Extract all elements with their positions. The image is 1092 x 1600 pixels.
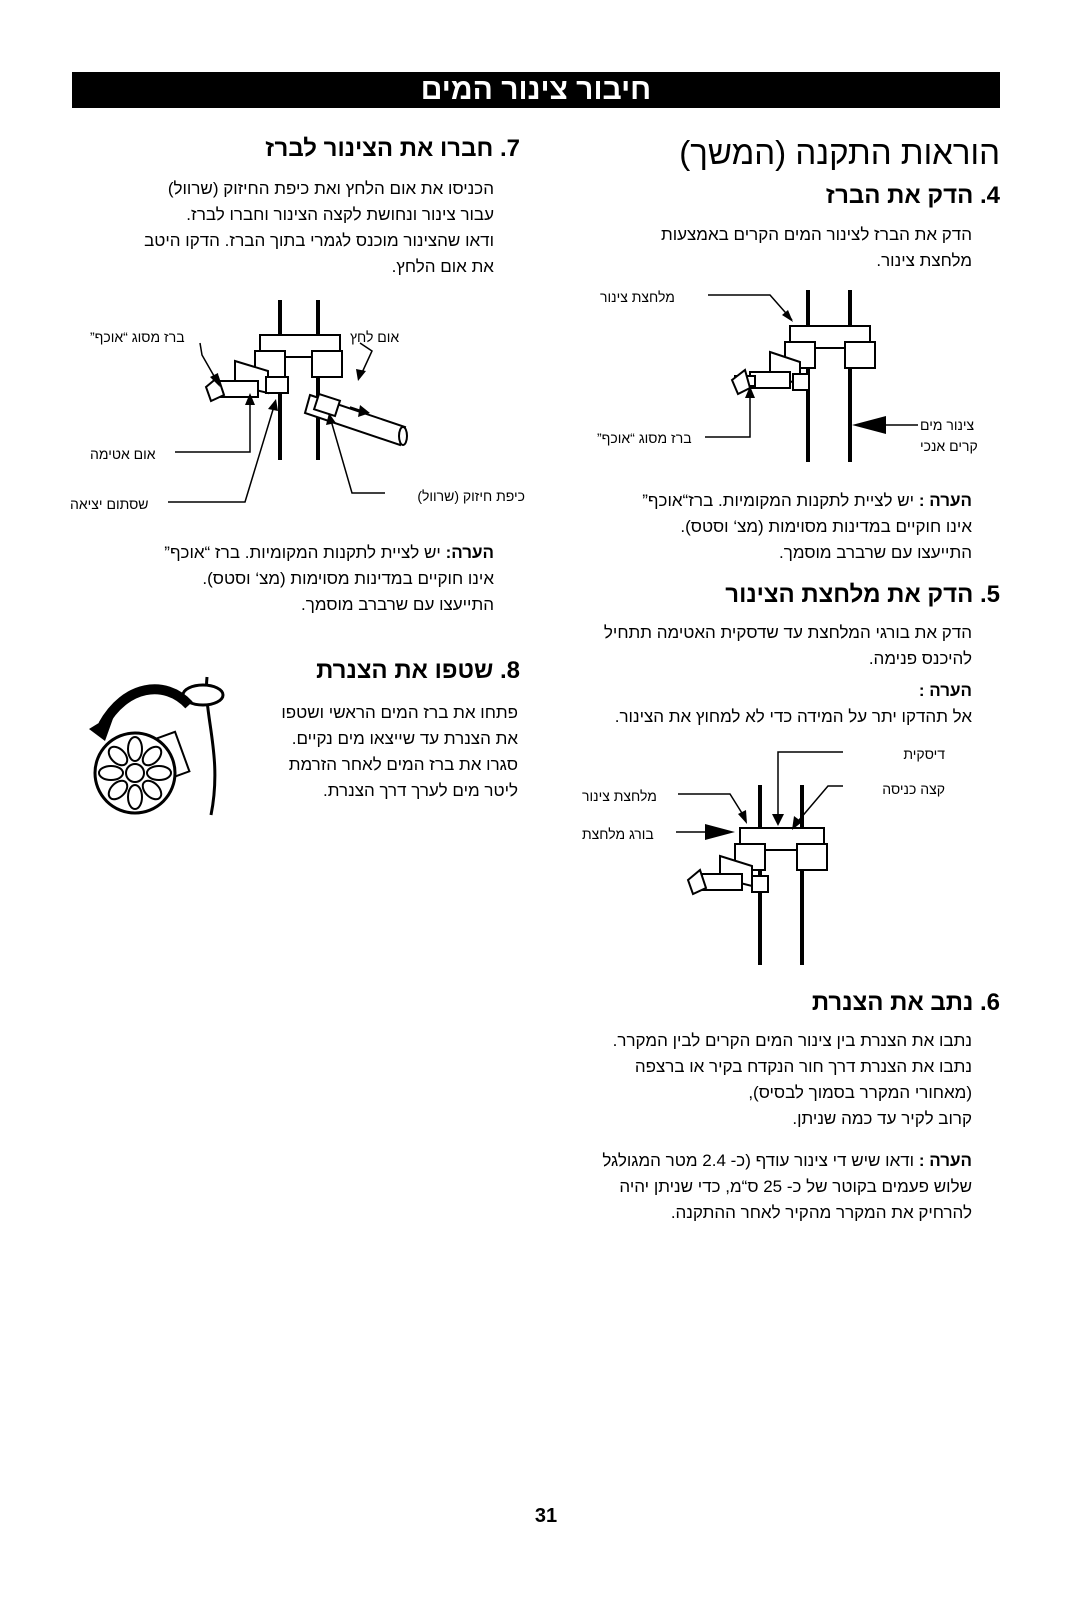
text-line: הכניסו את אום הלחץ ואת כיפת החיזוק (שרוול) <box>167 179 494 198</box>
text-line: פתחו את ברז המים הראשי ושטפו <box>281 703 518 722</box>
note-line: אינו חוקיים במדינות מסוימות (מצ‘ וסטס). <box>202 569 494 588</box>
text-line: נתבו את הצנרת דרך חור הנקדח בקיר או ברצפה <box>634 1057 972 1076</box>
section-6-text <box>560 1028 972 1132</box>
text-line: סגרו את ברז המים לאחר הזרמת <box>288 755 518 774</box>
label-packing-nut: אום אטימה <box>90 446 156 462</box>
section-5-title: 5. הדק את מלחצת הצינור <box>725 581 1000 608</box>
label-ferrule-sleeve: כיפת חיזוק (שרוול) <box>417 488 525 504</box>
section-4-title: 4. הדק את הברז <box>825 182 1000 209</box>
page-number: 31 <box>534 1505 558 1527</box>
main-title: הוראות התקנה (המשך) <box>679 134 1000 171</box>
section-7-note <box>90 540 494 618</box>
note-line: ודאו שיש די צינור עודף (כ- 2.4 מטר המגולגל <box>602 1151 919 1170</box>
note-line: התייעצו עם שרברב מוסמך. <box>779 543 972 562</box>
label-saddle-valve: ברז מסוג “אוכף” <box>597 430 692 446</box>
note-label: הערה: <box>445 543 494 562</box>
label-compression-nut: אום לחץ <box>350 329 400 345</box>
text-line: קרוב לקיר עד כמה שניתן. <box>792 1109 972 1128</box>
text-line: מלחצת צינור. <box>876 251 972 270</box>
section-7-text <box>90 176 494 280</box>
note-label: הערה : <box>918 681 972 700</box>
section-7-title: 7. חברו את הצינור לברז <box>265 135 520 162</box>
clamp-tightening-diagram <box>580 740 980 970</box>
label-washer: דיסקית <box>903 746 945 762</box>
label-saddle-valve: ברז מסוג “אוכף” <box>90 329 185 345</box>
page-banner-title: חיבור צינור המים <box>72 72 1000 108</box>
text-line: להיכנס פנימה. <box>868 649 972 668</box>
note-line: שלוש פעמים בקוטר של כ- 25 ס“מ, כדי שניתן יהיה <box>619 1177 972 1196</box>
text-line: את אום הלחץ. <box>391 257 494 276</box>
shutoff-valve-diagram <box>85 665 235 825</box>
note-line: אל תהדקו יתר על המידה כדי לא למחוץ את הצינור. <box>614 707 972 726</box>
section-4-text <box>560 222 972 274</box>
text-line: ודאו שהצינור מוכנס לגמרי בתוך הברז. הדקו היטב <box>144 231 494 250</box>
label-outlet-valve: שסתום יציאה <box>70 496 149 512</box>
section-6-note <box>540 1148 972 1226</box>
label-cold-pipe-2: קרים אנכי <box>920 438 978 454</box>
section-8-title: 8. שטפו את הצנרת <box>316 657 520 684</box>
text-line: עבור צינור ונחושת לקצה הצינור וחברו לברז. <box>186 205 494 224</box>
note-line: להרחיק את המקרר מהקיר לאחר ההתקנה. <box>670 1203 972 1222</box>
section-5-text <box>560 620 972 672</box>
text-line: נתבו את הצנרת בין צינור המים הקרים לבין המקרר. <box>612 1031 972 1050</box>
section-5-note <box>560 678 972 730</box>
text-line: ליטר מים לערך דרך הצנרת. <box>323 781 518 800</box>
text-line: הדק את הברז לצינור המים הקרים באמצעות <box>660 225 972 244</box>
label-cold-pipe-1: צינור מים <box>920 417 975 433</box>
label-clamp: מלחצת צינור <box>582 788 657 804</box>
note-line: יש לציית לתקנות המקומיות. ברז “אוכף” <box>164 543 446 562</box>
section-8-text <box>250 700 518 804</box>
text-line: (מאחורי המקרר בסמוך לבסיס), <box>748 1083 972 1102</box>
text-line: את הצנרת עד שייצאו מים נקיים. <box>291 729 518 748</box>
label-clamp: מלחצת צינור <box>600 289 675 305</box>
section-6-title: 6. נתב את הצנרת <box>811 989 1000 1016</box>
note-line: התייעצו עם שרברב מוסמך. <box>301 595 494 614</box>
note-line: אינו חוקיים במדינות מסוימות (מצ‘ וסטס). <box>680 517 972 536</box>
note-label: הערה : <box>918 1151 972 1170</box>
note-label: הערה : <box>918 491 972 510</box>
label-clamp-screw: בורג מלחצת <box>582 826 654 842</box>
label-inlet-end: קצה כניסה <box>882 781 945 797</box>
note-line: יש לציית לתקנות המקומיות. ברז“אוכף” <box>642 491 919 510</box>
section-4-note <box>560 488 972 566</box>
text-line: הדק את בורגי המלחצת עד שדסקית האטימה תתחיל <box>603 623 972 642</box>
